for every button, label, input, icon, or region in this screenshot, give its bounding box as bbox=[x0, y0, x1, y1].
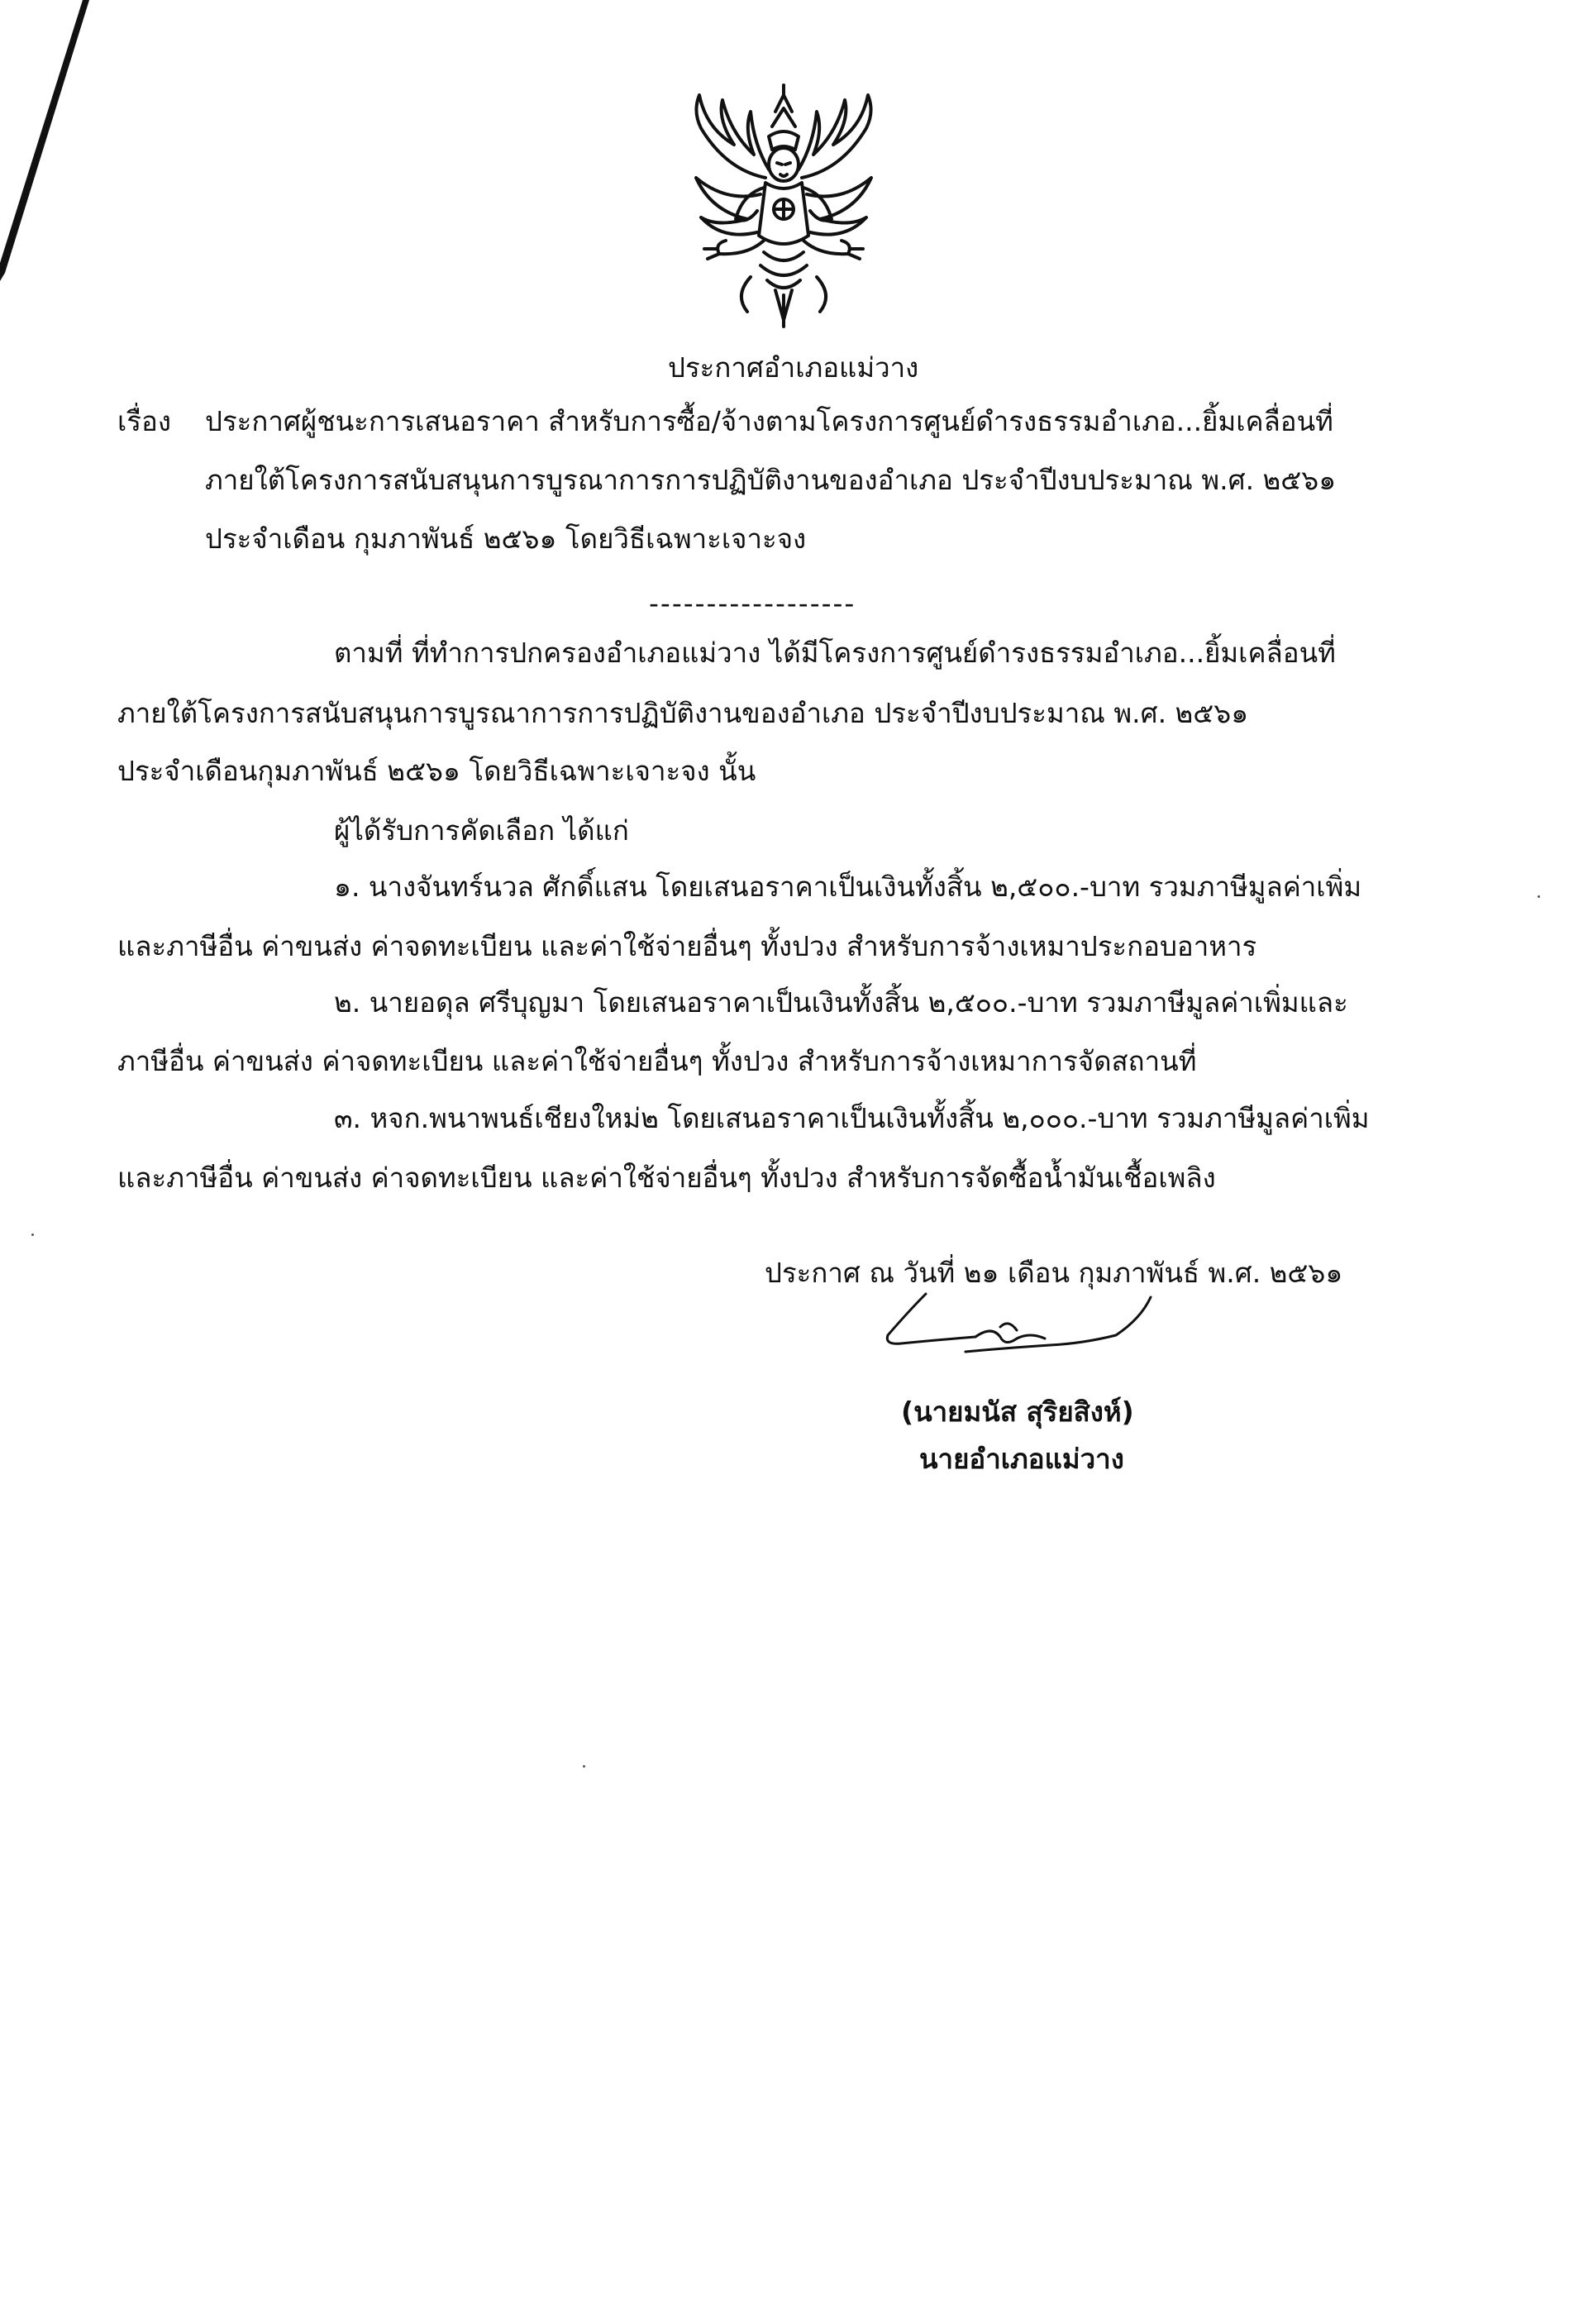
subject-line: ประกาศผู้ชนะการเสนอราคา สำหรับการซื้อ/จ้างตามโครงการศูนย์ดำรงธรรมอำเภอ...ยิ้มเคลื่อนที่ bbox=[205, 405, 1333, 437]
scan-speck bbox=[31, 1234, 34, 1236]
winner-line: ภาษีอื่น ค่าขนส่ง ค่าจดทะเบียน และค่าใช้จ่ายอื่นๆ ทั้งปวง สำหรับการจ้างเหมาการจัดสถานที่ bbox=[117, 1045, 1197, 1077]
subject-line: ภายใต้โครงการสนับสนุนการบูรณาการการปฏิบัติงานของอำเภอ ประจำปีงบประมาณ พ.ศ. ๒๕๖๑ bbox=[205, 464, 1337, 496]
announcement-title: ประกาศอำเภอแม่วาง bbox=[668, 351, 919, 384]
winner-line: และภาษีอื่น ค่าขนส่ง ค่าจดทะเบียน และค่าใช้จ่ายอื่นๆ ทั้งปวง สำหรับการจัดซื้อน้ำมันเชื้อเพลิง bbox=[117, 1162, 1216, 1194]
subject-line: ประจำเดือน กุมภาพันธ์ ๒๕๖๑ โดยวิธีเฉพาะเจาะจง bbox=[205, 523, 807, 555]
signature-icon bbox=[876, 1277, 1157, 1368]
intro-line: ภายใต้โครงการสนับสนุนการบูรณาการการปฏิบัติงานของอำเภอ ประจำปีงบประมาณ พ.ศ. ๒๕๖๑ bbox=[117, 697, 1249, 729]
scan-speck bbox=[583, 1765, 585, 1768]
announcement-date: ประกาศ ณ วันที่ ๒๑ เดือน กุมภาพันธ์ พ.ศ. ๒๕๖๑ bbox=[765, 1257, 1343, 1289]
intro-line: ตามที่ ที่ทำการปกครองอำเภอแม่วาง ได้มีโครงการศูนย์ดำรงธรรมอำเภอ...ยิ้มเคลื่อนที่ bbox=[334, 637, 1336, 669]
scan-edge-mark bbox=[0, 0, 91, 281]
intro-line: ประจำเดือนกุมภาพันธ์ ๒๕๖๑ โดยวิธีเฉพาะเจาะจง นั้น bbox=[117, 755, 756, 787]
subject-label: เรื่อง bbox=[117, 405, 171, 437]
selected-label: ผู้ได้รับการคัดเลือก ได้แก่ bbox=[334, 814, 629, 847]
divider: ------------------ bbox=[649, 587, 856, 619]
winner-line: และภาษีอื่น ค่าขนส่ง ค่าจดทะเบียน และค่าใช้จ่ายอื่นๆ ทั้งปวง สำหรับการจ้างเหมาประกอบอาหาร bbox=[117, 930, 1257, 962]
winner-line: ๓. หจก.พนาพนธ์เชียงใหม่๒ โดยเสนอราคาเป็นเงินทั้งสิ้น ๒,๐๐๐.-บาท รวมภาษีมูลค่าเพิ่ม bbox=[334, 1102, 1370, 1134]
winner-line: ๒. นายอดุล ศรีบุญมา โดยเสนอราคาเป็นเงินทั้งสิ้น ๒,๕๐๐.-บาท รวมภาษีมูลค่าเพิ่มและ bbox=[334, 986, 1348, 1019]
signer-title: นายอำเภอแม่วาง bbox=[919, 1443, 1124, 1475]
signer-name: (นายมนัส สุริยสิงห์) bbox=[901, 1396, 1134, 1428]
scan-speck bbox=[1538, 895, 1540, 898]
garuda-emblem-icon bbox=[668, 79, 899, 335]
winner-line: ๑. นางจันทร์นวล ศักดิ์แสน โดยเสนอราคาเป็นเงินทั้งสิ้น ๒,๕๐๐.-บาท รวมภาษีมูลค่าเพิ่ม bbox=[334, 871, 1362, 903]
